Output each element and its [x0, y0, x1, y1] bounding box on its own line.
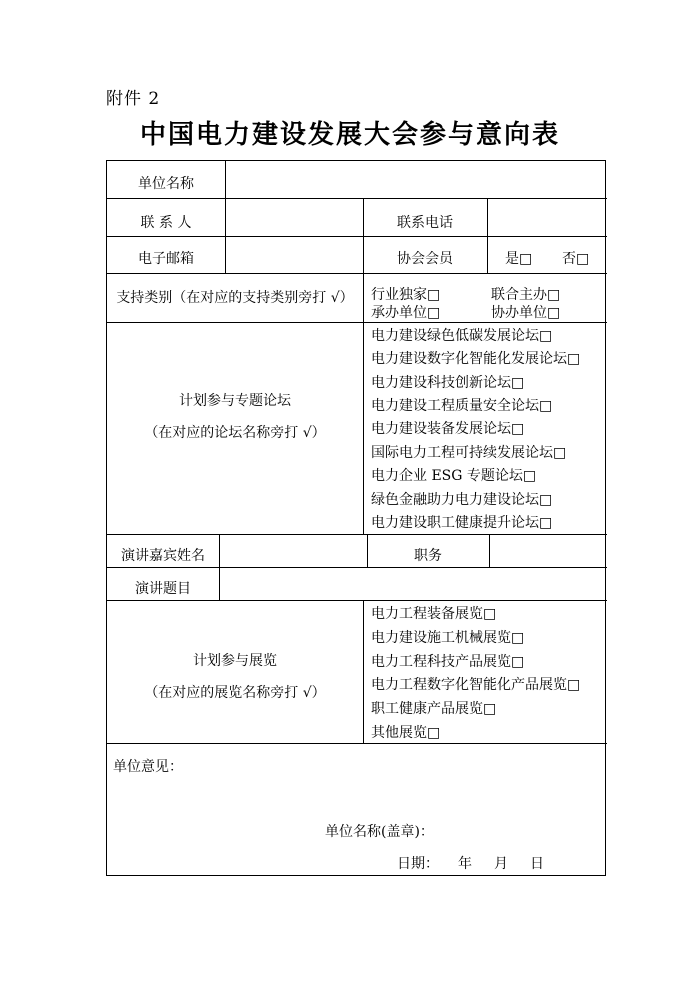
column-divider [363, 273, 364, 534]
position-field[interactable] [490, 535, 607, 567]
contact-field[interactable] [226, 199, 363, 236]
exhibition-option[interactable]: 电力工程数字化智能化产品展览□ [371, 677, 581, 693]
forum-option[interactable]: 电力建设工程质量安全论坛□ [371, 398, 553, 414]
year-label: 年 [458, 856, 472, 872]
forum-label: 计划参与专题论坛 [179, 393, 291, 409]
speaker-field[interactable] [220, 535, 367, 567]
exhibition-option[interactable]: 电力工程装备展览□ [371, 606, 497, 622]
date-label: 日期： [397, 856, 439, 872]
month-label: 月 [494, 856, 508, 872]
member-yes-checkbox[interactable]: 是□ [505, 251, 533, 267]
registration-form-table [106, 160, 606, 876]
phone-field[interactable] [488, 199, 607, 236]
email-label: 电子邮箱 [138, 251, 194, 267]
exhibition-option[interactable]: 电力建设施工机械展览□ [371, 630, 525, 646]
topic-field[interactable] [220, 568, 607, 600]
forum-option[interactable]: 绿色金融助力电力建设论坛□ [371, 492, 553, 508]
day-label: 日 [530, 856, 544, 872]
exhibition-label: 计划参与展览 [193, 653, 277, 669]
support-option-co-organizer[interactable]: 协办单位□ [491, 305, 561, 321]
page-title: 中国电力建设发展大会参与意向表 [139, 120, 560, 150]
forum-hint: （在对应的论坛名称旁打 √） [144, 425, 326, 441]
forum-option[interactable]: 电力建设科技创新论坛□ [371, 375, 525, 391]
unit-name-field[interactable] [226, 161, 607, 198]
forum-option[interactable]: 电力企业 ESG 专题论坛□ [371, 468, 537, 484]
support-option-exclusive[interactable]: 行业独家□ [371, 287, 441, 303]
support-option-co-host[interactable]: 联合主办□ [491, 287, 561, 303]
row-divider [107, 600, 607, 601]
support-option-organizer[interactable]: 承办单位□ [371, 305, 441, 321]
unit-name-label: 单位名称 [138, 176, 194, 192]
contact-label: 联 系 人 [140, 215, 192, 231]
support-label: 支持类别（在对应的支持类别旁打 √） [116, 290, 354, 306]
row-divider [107, 743, 607, 744]
topic-label: 演讲题目 [135, 581, 191, 597]
position-label: 职务 [414, 548, 442, 564]
email-field[interactable] [226, 237, 363, 273]
forum-option[interactable]: 电力建设绿色低碳发展论坛□ [371, 328, 553, 344]
row-divider [107, 273, 607, 274]
member-label: 协会会员 [397, 251, 453, 267]
stamp-label: 单位名称(盖章)： [325, 824, 434, 840]
forum-option[interactable]: 电力建设数字化智能化发展论坛□ [371, 351, 581, 367]
opinion-label: 单位意见： [113, 759, 183, 775]
phone-label: 联系电话 [397, 215, 453, 231]
exhibition-option[interactable]: 职工健康产品展览□ [371, 701, 497, 717]
attachment-label: 附件 2 [106, 89, 161, 109]
column-divider [363, 600, 364, 743]
speaker-label: 演讲嘉宾姓名 [121, 548, 205, 564]
forum-option[interactable]: 国际电力工程可持续发展论坛□ [371, 445, 567, 461]
forum-option[interactable]: 电力建设职工健康提升论坛□ [371, 515, 553, 531]
row-divider [107, 322, 607, 323]
member-no-checkbox[interactable]: 否□ [562, 251, 590, 267]
exhibition-option[interactable]: 电力工程科技产品展览□ [371, 654, 525, 670]
exhibition-hint: （在对应的展览名称旁打 √） [144, 685, 326, 701]
exhibition-option[interactable]: 其他展览□ [371, 725, 441, 741]
opinion-field[interactable] [113, 781, 601, 821]
forum-option[interactable]: 电力建设装备发展论坛□ [371, 421, 525, 437]
